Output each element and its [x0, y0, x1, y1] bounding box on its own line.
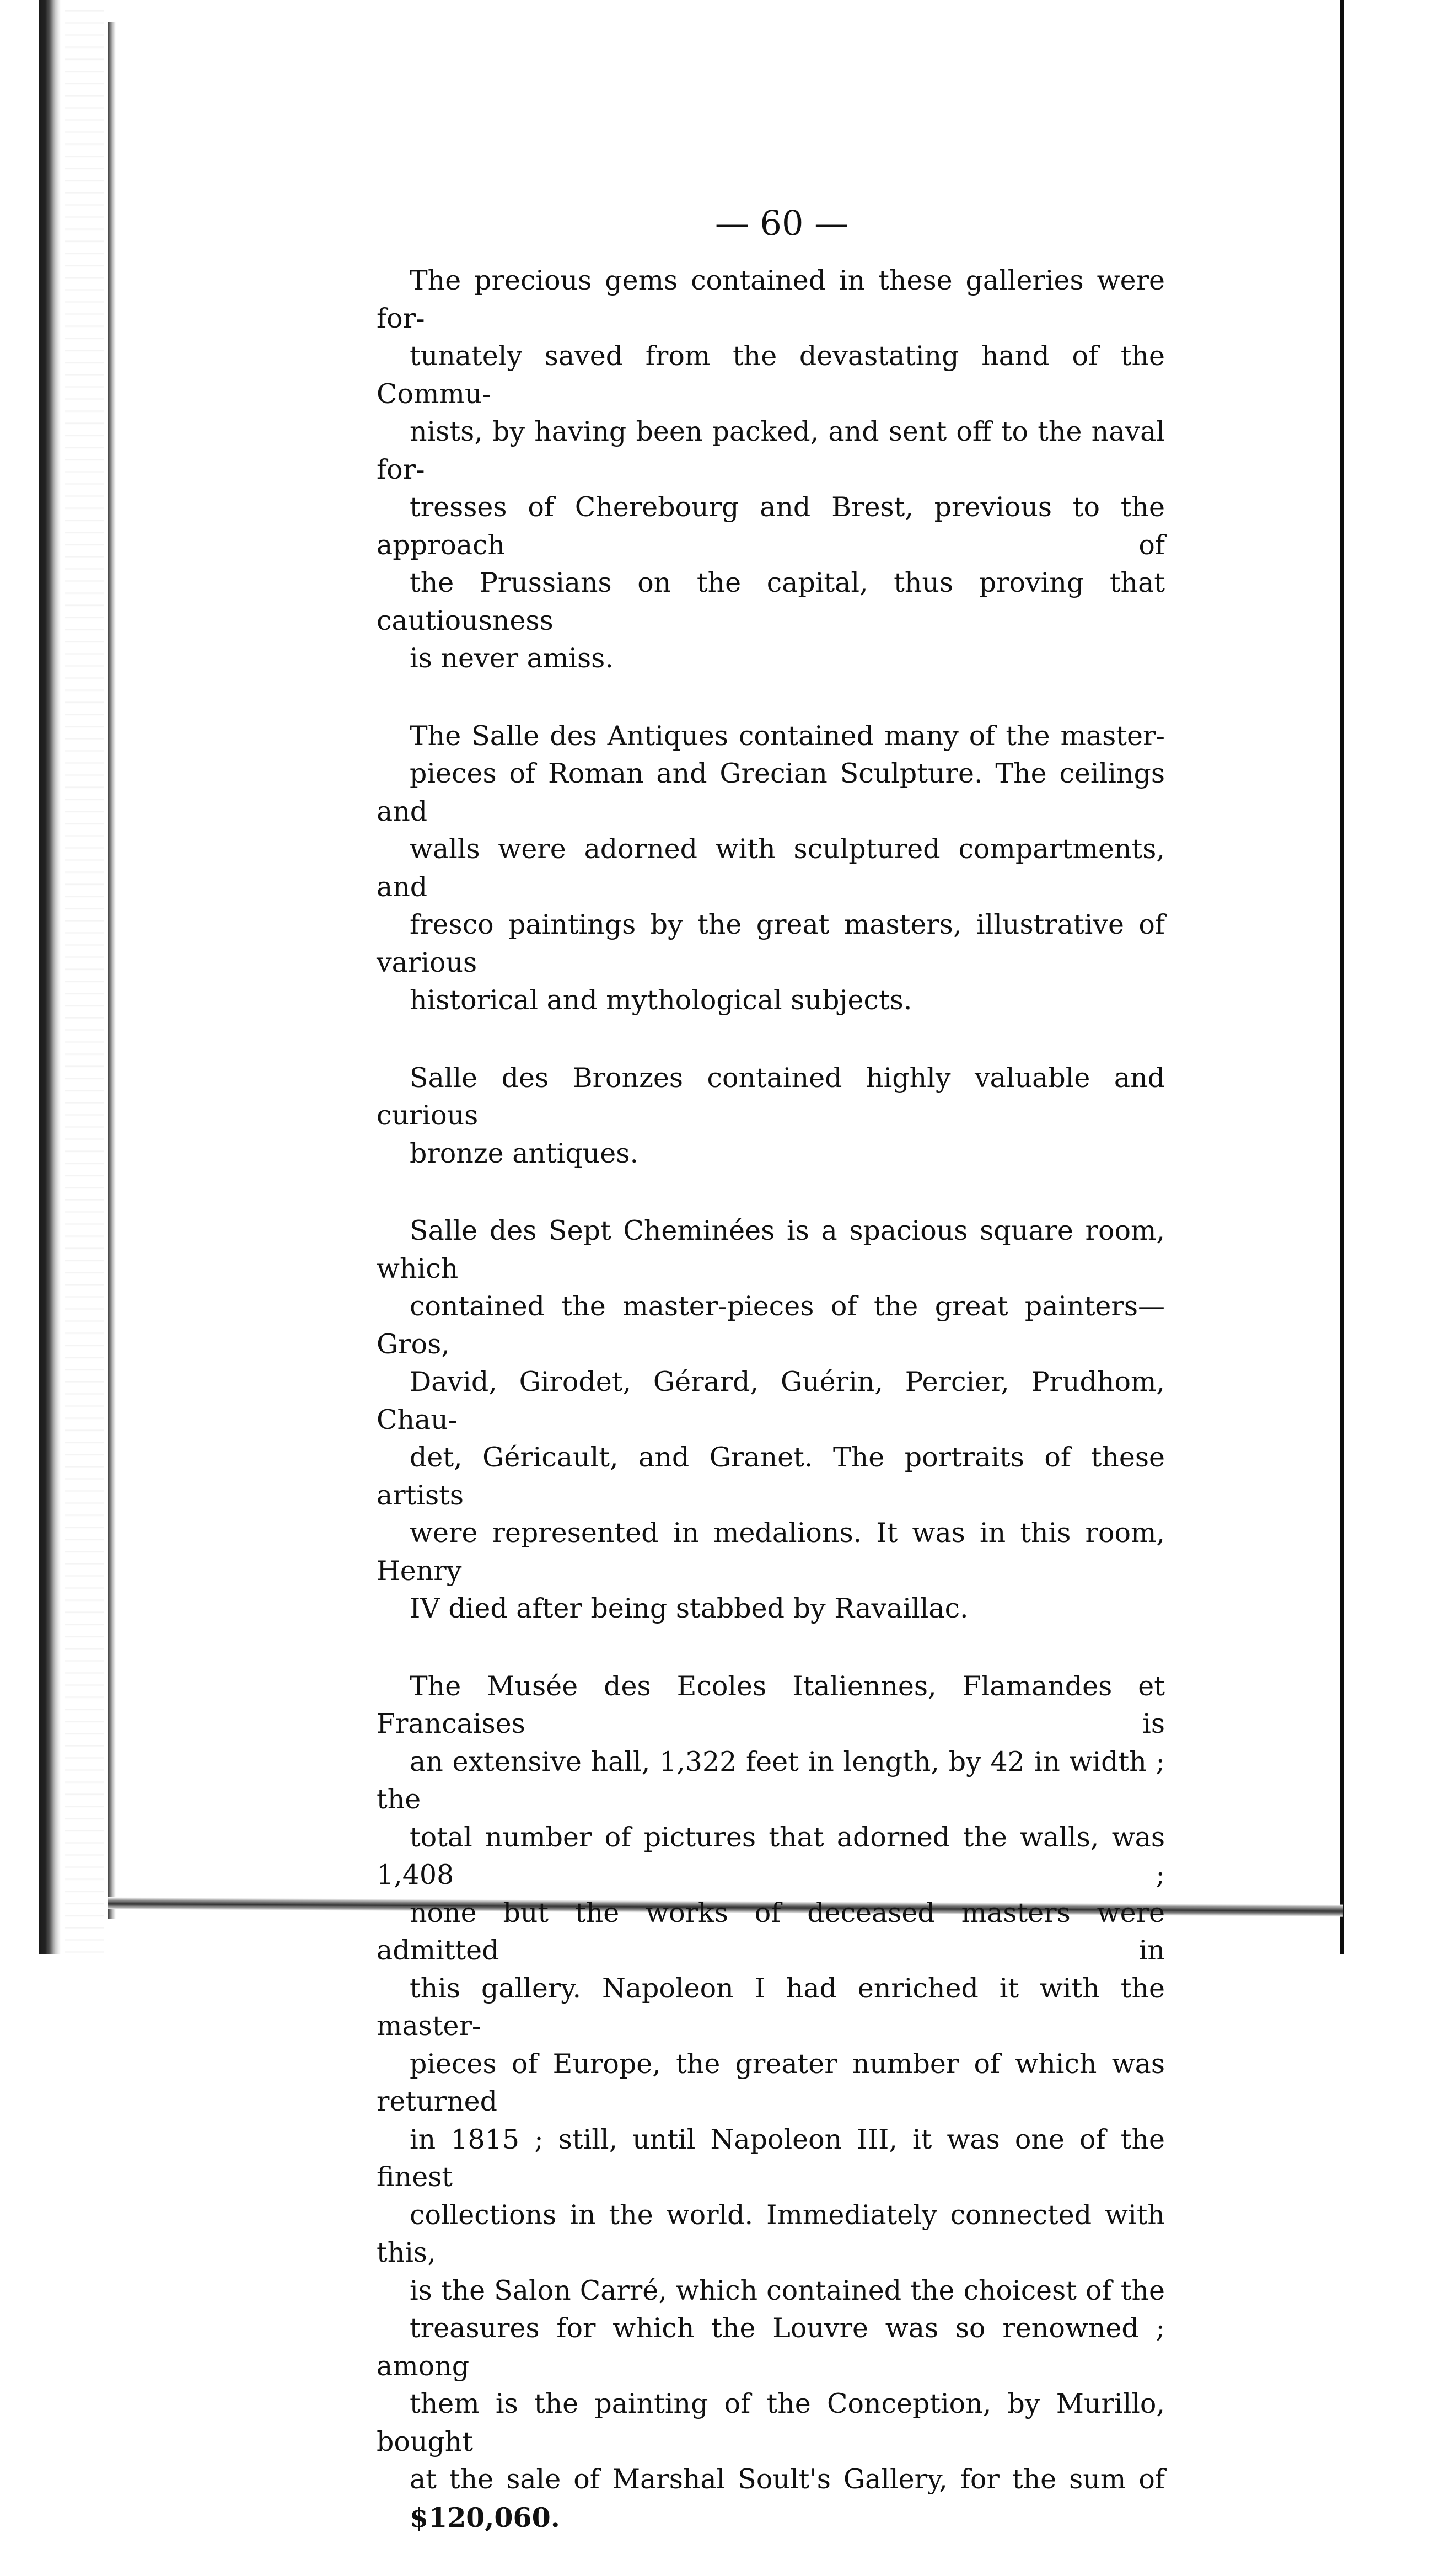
text-line: tunately saved from the devastating hand of the Commu- — [377, 340, 1165, 410]
text-line: $120,060. — [410, 2501, 560, 2534]
text-line: at the sale of Marshal Soult's Gallery, for the sum of — [410, 2463, 1165, 2495]
paragraph-musee-des-ecoles — [377, 1668, 1165, 2537]
scan-right-border — [1340, 0, 1344, 1954]
text-line: total number of pictures that adorned the walls, was 1,408 ; — [377, 1821, 1165, 1891]
text-line: Salle des Sept Cheminées is a spacious square room, which — [377, 1215, 1165, 1284]
text-line: historical and mythological subjects. — [410, 984, 912, 1016]
paragraph-sept-cheminees — [377, 1212, 1165, 1628]
paragraph-gems — [377, 262, 1165, 678]
text-line: contained the master-pieces of the great painters—Gros, — [377, 1290, 1165, 1360]
text-line: The precious gems contained in these galleries were for- — [377, 265, 1165, 334]
text-line: Salle des Bronzes contained highly valuable and curious — [377, 1062, 1165, 1131]
scan-margin-shadow — [65, 0, 104, 1954]
text-line: David, Girodet, Gérard, Guérin, Percier, Prudhom, Chau- — [377, 1366, 1165, 1436]
text-line: collections in the world. Immediately connected with this, — [377, 2199, 1165, 2268]
text-line: det, Géricault, and Granet. The portraits of these artists — [377, 1442, 1165, 1511]
book-binding-edge — [0, 0, 61, 1954]
text-line: is never amiss. — [410, 642, 614, 674]
text-line: bronze antiques. — [410, 1137, 639, 1169]
text-line: were represented in medalions. It was in this room, Henry — [377, 1517, 1165, 1587]
paragraph-salle-des-bronzes — [377, 1059, 1165, 1173]
text-line: the Prussians on the capital, thus proving that cautiousness — [377, 567, 1165, 636]
text-line: IV died after being stabbed by Ravaillac. — [410, 1593, 969, 1624]
text-line: walls were adorned with sculptured compartments, and — [377, 833, 1165, 903]
page-left-edge — [108, 22, 116, 1919]
text-line: none but the works of deceased masters were admitted in — [377, 1897, 1165, 1966]
text-line: The Salle des Antiques contained many of the master- — [410, 720, 1165, 752]
text-line: nists, by having been packed, and sent off to the naval for- — [377, 416, 1165, 485]
text-line: pieces of Europe, the greater number of which was returned — [377, 2048, 1165, 2117]
text-line: in 1815 ; still, until Napoleon III, it was one of the finest — [377, 2123, 1165, 2193]
paragraph-salle-des-antiques — [377, 717, 1165, 1020]
text-line: The Musée des Ecoles Italiennes, Flamandes et Francaises is — [377, 1670, 1165, 1739]
text-line: fresco paintings by the great masters, illustrative of various — [377, 909, 1165, 978]
page-number: — 60 — — [714, 203, 849, 243]
text-line: pieces of Roman and Grecian Sculpture. The ceilings and — [377, 758, 1165, 827]
text-line: treasures for which the Louvre was so renowned ; among — [377, 2312, 1165, 2382]
page-body — [377, 201, 1165, 2576]
text-line: is the Salon Carré, which contained the choicest of the — [410, 2274, 1165, 2306]
text-line: them is the painting of the Conception, by Murillo, bought — [377, 2388, 1165, 2457]
text-line: this gallery. Napoleon I had enriched it with the master- — [377, 1972, 1165, 2042]
text-line: an extensive hall, 1,322 feet in length, by 42 in width ; the — [377, 1745, 1165, 1815]
text-line: tresses of Cherebourg and Brest, previous to the approach of — [377, 491, 1165, 561]
